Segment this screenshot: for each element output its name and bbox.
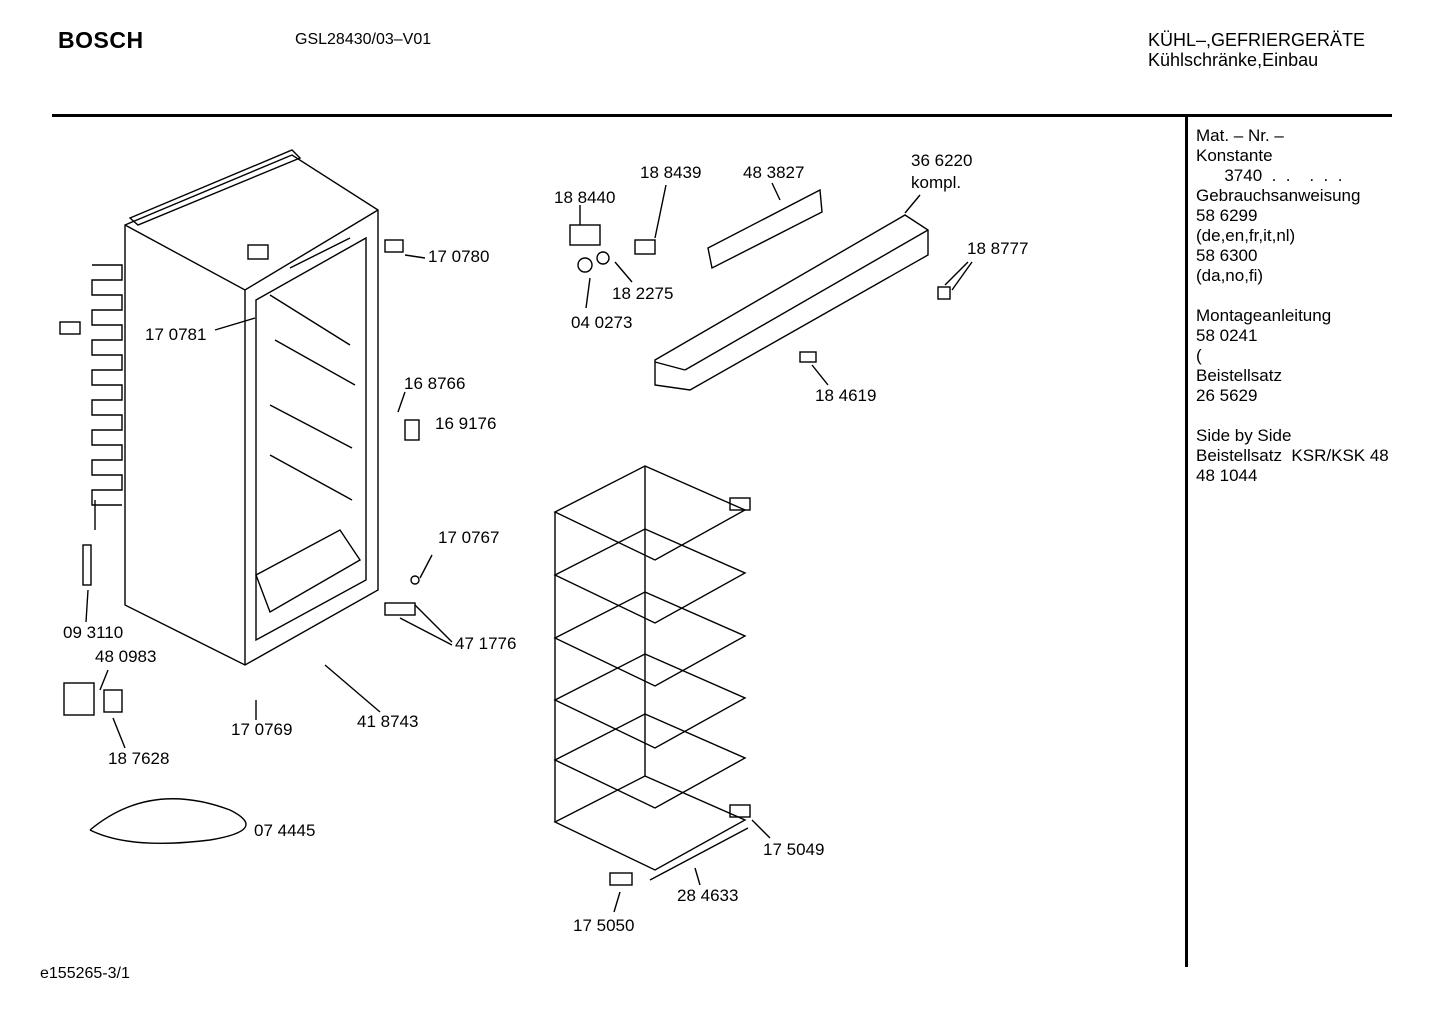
part-number-label: 41 8743 (357, 712, 419, 731)
cabinet-drawing (125, 150, 378, 665)
side-panel-line: Gebrauchsanweisung (1196, 186, 1361, 205)
side-panel-line: (da,no,fi) (1196, 266, 1264, 285)
side-panel-line: 58 6300 (1196, 246, 1258, 265)
part-number-label: 07 4445 (254, 821, 316, 840)
part-number-label: 16 9176 (435, 414, 497, 433)
part-number-label: 18 8439 (640, 163, 702, 182)
side-panel-line: Beistellsatz (1196, 366, 1282, 385)
part-number-label: 18 8440 (554, 188, 616, 207)
bosch-logo: BOSCH (58, 27, 144, 53)
side-panel-line: Side by Side (1196, 426, 1292, 445)
side-panel-line: 48 1044 (1196, 466, 1258, 485)
part-number-label: 17 0767 (438, 528, 500, 547)
side-panel-line: Mat. – Nr. – (1196, 126, 1284, 145)
side-panel-line: 3740 . . . . . (1196, 166, 1343, 185)
part-number-label: kompl. (911, 173, 962, 192)
part-number-label: 36 6220 (911, 151, 973, 170)
part-number-label: 16 8766 (404, 374, 466, 393)
category-line1: KÜHL–,GEFRIERGERÄTE (1148, 30, 1366, 50)
part-number-label: 09 3110 (63, 623, 124, 642)
side-panel-line: ( (1196, 346, 1202, 365)
side-panel-line: Beistellsatz KSR/KSK 48 (1196, 446, 1389, 465)
part-number-label: 18 7628 (108, 749, 170, 768)
wire-shelves-drawing (555, 466, 748, 880)
part-number-label: 17 5049 (763, 840, 825, 859)
part-number-label: 17 0769 (231, 720, 293, 739)
model-number: GSL28430/03–V01 (295, 31, 432, 48)
part-number-label: 18 4619 (815, 386, 877, 405)
part-number-label: 17 0780 (428, 247, 490, 266)
category-line2: Kühlschränke,Einbau (1148, 50, 1319, 70)
side-panel-line: 58 6299 (1196, 206, 1258, 225)
part-number-label: 48 3827 (743, 163, 805, 182)
side-panel-line: Konstante (1196, 146, 1273, 165)
side-panel-line: (de,en,fr,it,nl) (1196, 226, 1296, 245)
part-number-label: 04 0273 (571, 313, 633, 332)
part-number-label: 18 8777 (967, 239, 1029, 258)
part-number-label: 28 4633 (677, 886, 739, 905)
drawing-id: e155265-3/1 (40, 965, 130, 982)
side-panel-line: 26 5629 (1196, 386, 1258, 405)
condenser-coil-drawing (92, 265, 122, 530)
side-panel-line: 58 0241 (1196, 326, 1258, 345)
part-number-label: 47 1776 (455, 634, 517, 653)
part-number-label: 48 0983 (95, 647, 157, 666)
part-number-label: 17 0781 (145, 325, 207, 344)
part-number-label: 17 5050 (573, 916, 635, 935)
side-panel-line: Montageanleitung (1196, 306, 1332, 325)
part-number-label: 18 2275 (612, 284, 674, 303)
